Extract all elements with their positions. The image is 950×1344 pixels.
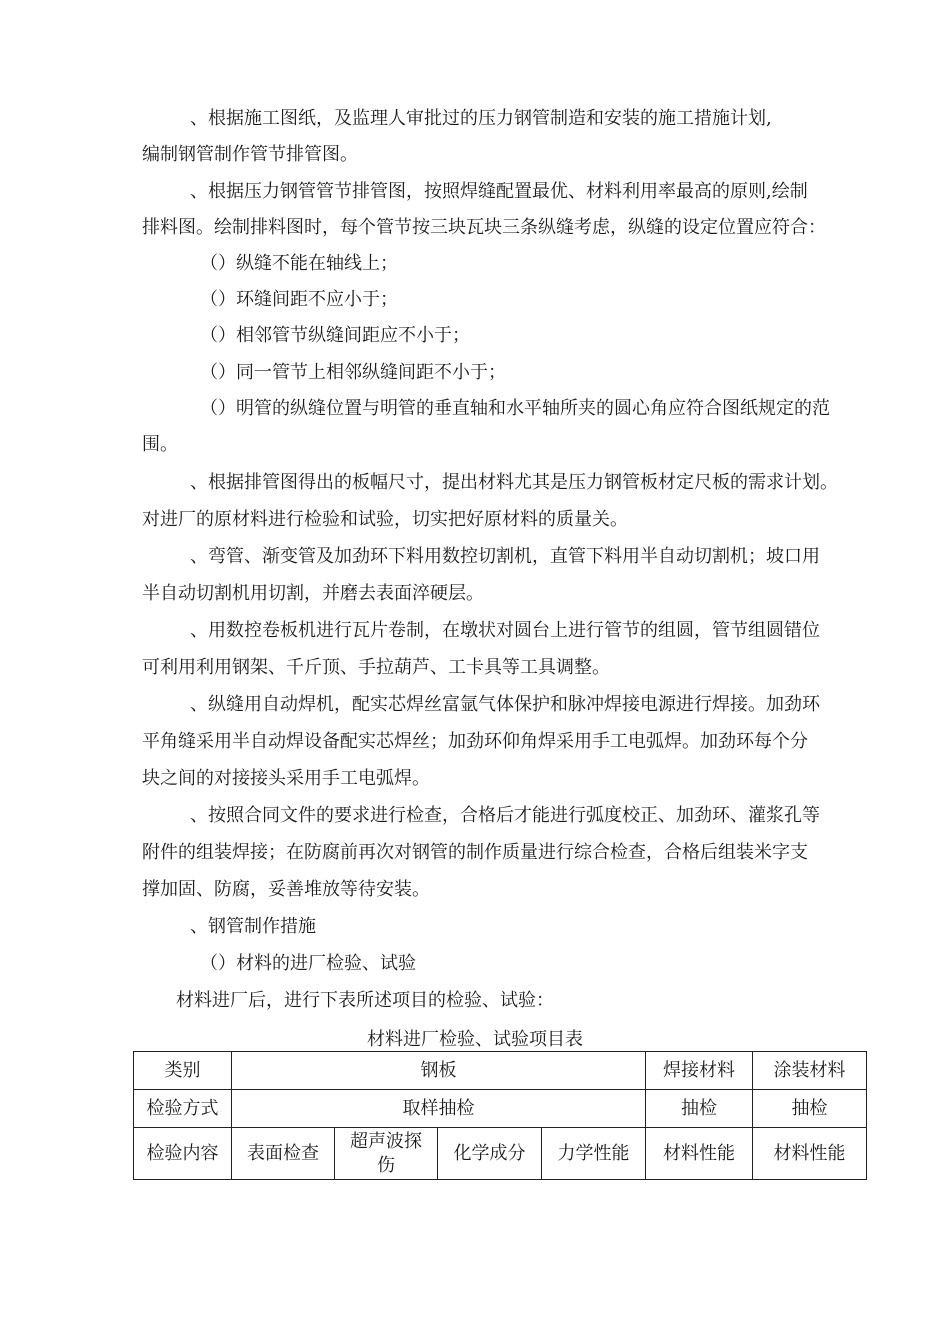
row-label-inspection-content: 检验内容: [134, 1128, 232, 1180]
list-item: （）环缝间距不应小于；: [200, 289, 398, 310]
subsection-heading: （）材料的进厂检验、试验: [200, 953, 416, 974]
paragraph-line: 平角缝采用半自动焊设备配实芯焊丝；加劲环仰角焊采用手工电弧焊。加劲环每个分: [142, 731, 808, 752]
paragraph-line: 撑加固、防腐，妥善堆放等待安装。: [142, 879, 430, 900]
cell-welding-method: 抽检: [646, 1090, 753, 1128]
table-row: [134, 1128, 867, 1180]
cell-steel-method: 取样抽检: [232, 1090, 646, 1128]
header-cell-welding-material: 焊接材料: [646, 1052, 753, 1090]
list-item: （）明管的纵缝位置与明管的垂直轴和水平轴所夹的圆心角应符合图纸规定的范: [200, 398, 830, 419]
row-label-inspection-method: 检验方式: [134, 1090, 232, 1128]
cell-surface-inspection: 表面检查: [232, 1128, 335, 1180]
paragraph-line: 、按照合同文件的要求进行检查，合格后才能进行弧度校正、加劲环、灌浆孔等: [190, 805, 820, 826]
cell-chemical-composition: 化学成分: [438, 1128, 542, 1180]
table-row: [134, 1090, 867, 1128]
paragraph-line: 、纵缝用自动焊机，配实芯焊丝富氩气体保护和脉冲焊接电源进行焊接。加劲环: [190, 694, 820, 715]
list-item: （）相邻管节纵缝间距应不小于；: [200, 325, 470, 346]
table-row: [134, 1052, 867, 1090]
paragraph-line: 、弯管、渐变管及加劲环下料用数控切割机，直管下料用半自动切割机；坡口用: [190, 546, 820, 567]
paragraph-line: 附件的组装焊接；在防腐前再次对钢管的制作质量进行综合检查，合格后组装米字支: [142, 842, 808, 863]
paragraph-line: 、根据排管图得出的板幅尺寸，提出材料尤其是压力钢管板材定尺板的需求计划。: [190, 472, 838, 493]
cell-mechanical-properties: 力学性能: [542, 1128, 646, 1180]
cell-coating-material-properties: 材料性能: [753, 1128, 867, 1180]
section-heading: 、钢管制作措施: [190, 916, 316, 937]
paragraph-line: 排料图。绘制排料图时，每个管节按三块瓦块三条纵缝考虑，纵缝的设定位置应符合：: [142, 217, 826, 238]
cell-coating-method: 抽检: [753, 1090, 867, 1128]
list-item: （）纵缝不能在轴线上；: [200, 253, 398, 274]
paragraph-line: 对进厂的原材料进行检验和试验，切实把好原材料的质量关。: [142, 509, 628, 530]
list-item: （）同一管节上相邻纵缝间距不小于；: [200, 362, 506, 383]
paragraph-line: 、根据施工图纸，及监理人审批过的压力钢管制造和安装的施工措施计划,: [190, 108, 772, 129]
paragraph-line: 块之间的对接接头采用手工电弧焊。: [142, 768, 430, 789]
table-caption: 材料进厂检验、试验项目表: [367, 1029, 583, 1050]
paragraph-line: 编制钢管制作管节排管图。: [142, 144, 358, 165]
inspection-table: [133, 1051, 867, 1180]
header-cell-coating-material: 涂装材料: [753, 1052, 867, 1090]
paragraph-line: 材料进厂后，进行下表所述项目的检验、试验：: [176, 990, 554, 1011]
paragraph-line: 围。: [142, 434, 178, 455]
header-cell-category: 类别: [134, 1052, 232, 1090]
paragraph-line: 、根据压力钢管管节排管图，按照焊缝配置最优、材料利用率最高的原则,绘制: [190, 181, 808, 202]
paragraph-line: 可利用利用钢架、千斤顶、手拉葫芦、工卡具等工具调整。: [142, 657, 610, 678]
paragraph-line: 半自动切割机用切割，并磨去表面淬硬层。: [142, 583, 484, 604]
header-cell-steel-plate: 钢板: [232, 1052, 646, 1090]
cell-welding-material-properties: 材料性能: [646, 1128, 753, 1180]
paragraph-line: 、用数控卷板机进行瓦片卷制，在墩状对圆台上进行管节的组圆，管节组圆错位: [190, 620, 820, 641]
cell-ultrasonic-testing: 超声波探伤: [335, 1128, 438, 1180]
